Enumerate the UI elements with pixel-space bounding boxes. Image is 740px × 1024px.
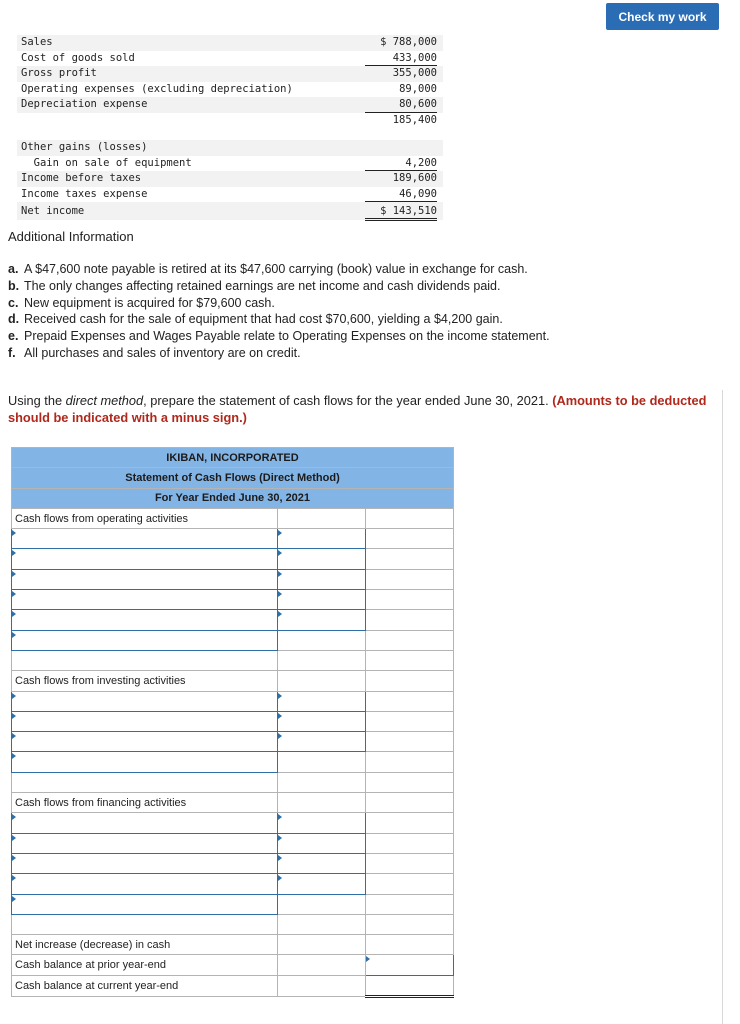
note-item: b. The only changes affecting retained earnings are net income and cash dividends paid. bbox=[8, 278, 501, 293]
operating-line-input[interactable] bbox=[12, 610, 278, 630]
operating-amount-input[interactable] bbox=[278, 549, 366, 569]
financing-amount-input[interactable] bbox=[278, 874, 366, 894]
operating-line-input[interactable] bbox=[12, 569, 278, 589]
income-row: Other gains (losses) bbox=[17, 140, 443, 156]
company-name: IKIBAN, INCORPORATED bbox=[12, 448, 454, 468]
financing-total-label-input[interactable] bbox=[12, 894, 278, 914]
operating-line-input[interactable] bbox=[12, 529, 278, 549]
cash-flow-statement-table bbox=[11, 447, 454, 998]
operating-line-input[interactable] bbox=[12, 590, 278, 610]
statement-title: Statement of Cash Flows (Direct Method) bbox=[12, 468, 454, 488]
investing-amount-input[interactable] bbox=[278, 711, 366, 731]
statement-period: For Year Ended June 30, 2021 bbox=[12, 488, 454, 508]
income-row: Depreciation expense 80,600 bbox=[17, 97, 443, 113]
divider-line bbox=[722, 390, 723, 1024]
operating-line-input[interactable] bbox=[12, 549, 278, 569]
operating-amount-input[interactable] bbox=[278, 569, 366, 589]
income-row: Net income $ 143,510 bbox=[17, 202, 443, 220]
investing-line-input[interactable] bbox=[12, 711, 278, 731]
beginning-cash-input[interactable] bbox=[366, 955, 454, 975]
income-row: Income taxes expense 46,090 bbox=[17, 187, 443, 203]
income-row: 185,400 bbox=[392, 113, 437, 126]
ending-cash-value bbox=[366, 975, 454, 996]
investing-total-label-input[interactable] bbox=[12, 752, 278, 772]
note-item: c. New equipment is acquired for $79,600 cash. bbox=[8, 295, 275, 310]
investing-amount-input[interactable] bbox=[278, 691, 366, 711]
instructions: Using the direct method, prepare the statement of cash flows for the year ended June 30, 2021. (Amounts to be deducted should be indicated with a minus sign.) bbox=[8, 393, 707, 425]
financing-line-input[interactable] bbox=[12, 853, 278, 873]
beginning-cash-label: Cash balance at prior year-end bbox=[12, 955, 278, 975]
financing-section-label: Cash flows from financing activities bbox=[12, 793, 278, 813]
financing-line-input[interactable] bbox=[12, 874, 278, 894]
note-item: e. Prepaid Expenses and Wages Payable relate to Operating Expenses on the income statement. bbox=[8, 329, 550, 344]
additional-notes bbox=[8, 261, 550, 362]
income-row: Sales $ 788,000 bbox=[17, 35, 443, 51]
income-row: Cost of goods sold 433,000 bbox=[17, 51, 443, 67]
income-row: Operating expenses (excluding depreciation) 89,000 bbox=[21, 82, 437, 95]
net-change-label: Net increase (decrease) in cash bbox=[12, 935, 278, 955]
investing-amount-input[interactable] bbox=[278, 732, 366, 752]
financing-amount-input[interactable] bbox=[278, 853, 366, 873]
income-row: Gain on sale of equipment 4,200 bbox=[17, 156, 443, 172]
income-row: Gross profit 355,000 bbox=[17, 66, 443, 82]
financing-line-input[interactable] bbox=[12, 833, 278, 853]
operating-amount-input[interactable] bbox=[278, 610, 366, 630]
operating-total-label-input[interactable] bbox=[12, 630, 278, 650]
financing-amount-input[interactable] bbox=[278, 833, 366, 853]
ending-cash-label: Cash balance at current year-end bbox=[12, 975, 278, 996]
income-statement bbox=[17, 35, 443, 220]
note-item: d. Received cash for the sale of equipment that had cost $70,600, yielding a $4,200 gain. bbox=[8, 312, 503, 327]
financing-line-input[interactable] bbox=[12, 813, 278, 833]
income-row: Income before taxes 189,600 bbox=[17, 171, 443, 187]
note-item: f. All purchases and sales of inventory are on credit. bbox=[8, 345, 301, 360]
note-item: a. A $47,600 note payable is retired at its $47,600 carrying (book) value in exchange for cash. bbox=[8, 262, 528, 276]
investing-line-input[interactable] bbox=[12, 732, 278, 752]
operating-section-label: Cash flows from operating activities bbox=[12, 508, 278, 528]
additional-info-title: Additional Information bbox=[8, 229, 134, 244]
investing-line-input[interactable] bbox=[12, 691, 278, 711]
operating-amount-input[interactable] bbox=[278, 529, 366, 549]
financing-amount-input[interactable] bbox=[278, 813, 366, 833]
operating-amount-input[interactable] bbox=[278, 590, 366, 610]
check-my-work-button[interactable]: Check my work bbox=[606, 3, 719, 30]
investing-section-label: Cash flows from investing activities bbox=[12, 671, 278, 691]
